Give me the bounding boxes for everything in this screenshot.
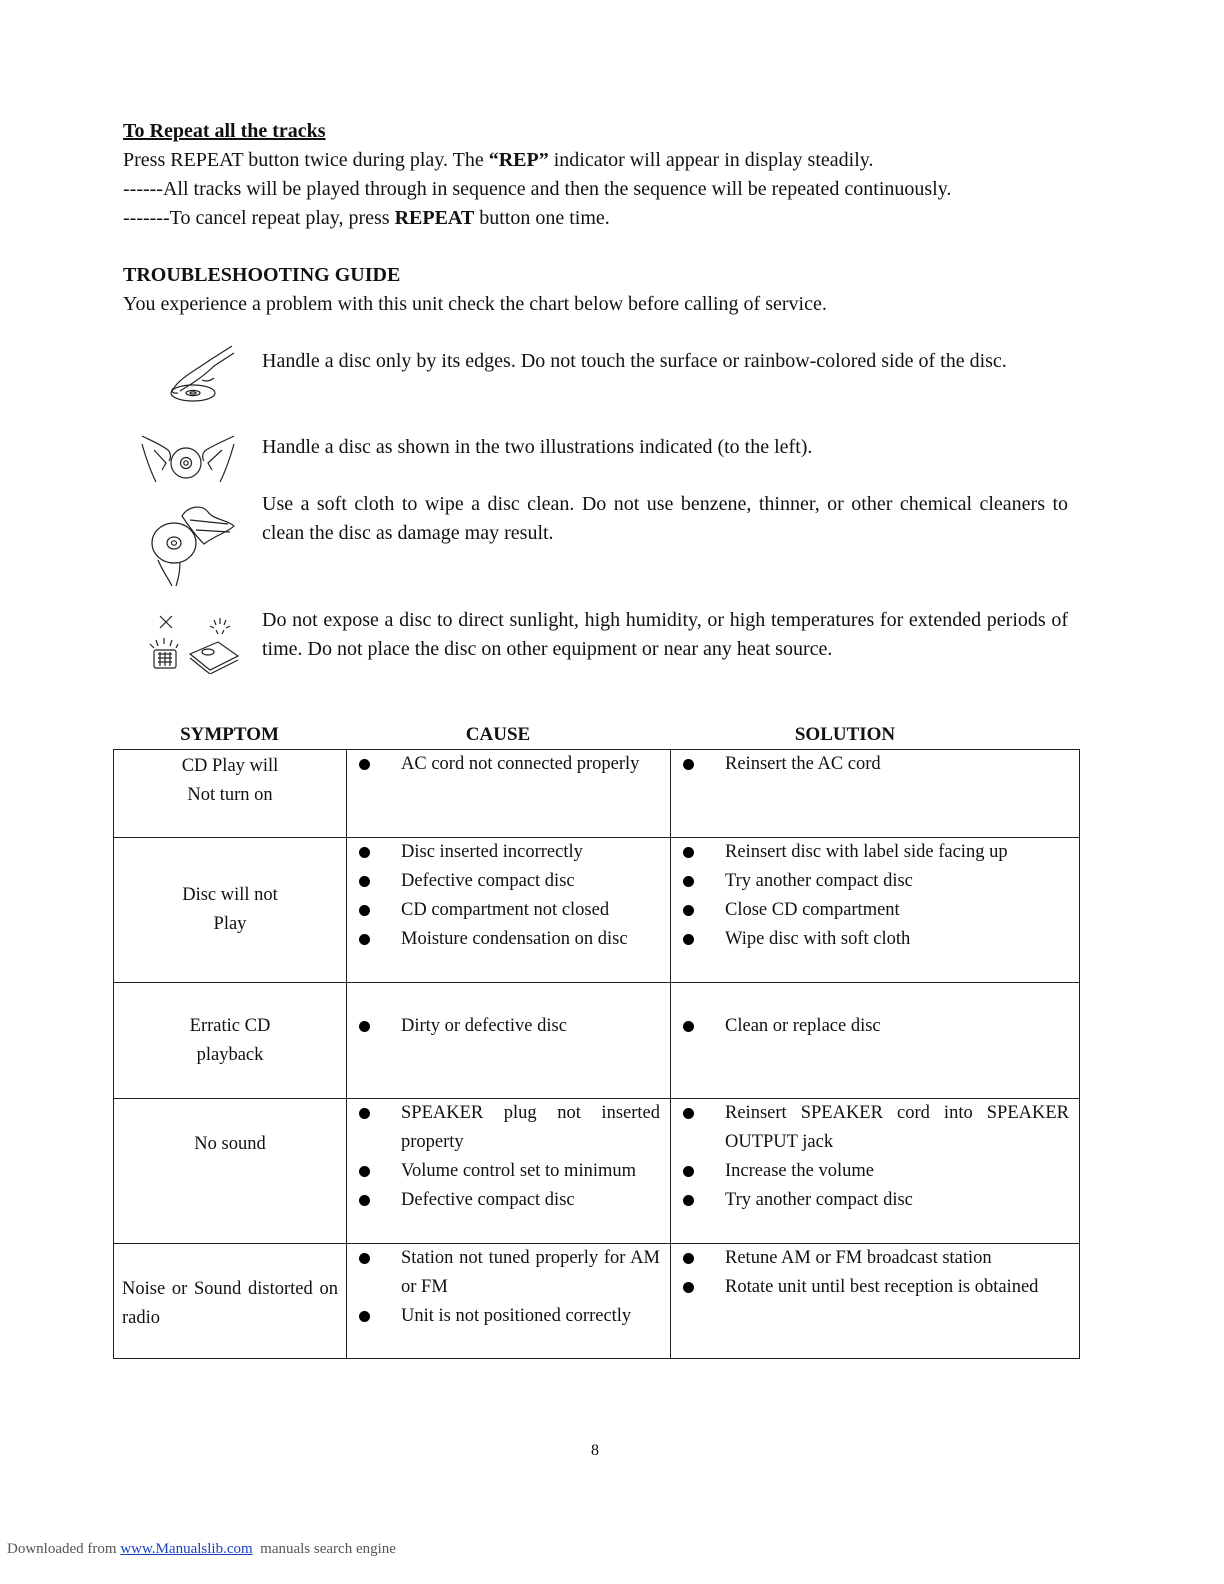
symptom-line: CD Play will (181, 756, 279, 776)
cause-item: Unit is not positioned correctly (347, 1302, 670, 1331)
symptom-cell (114, 838, 347, 983)
cause-item: AC cord not connected properly (347, 750, 670, 779)
cause-item: SPEAKER plug not inserted property (347, 1099, 670, 1157)
solution-cell (671, 983, 1080, 1099)
symptom-cell (114, 1244, 347, 1359)
cause-cell (347, 1244, 671, 1359)
cause-cell (347, 983, 671, 1099)
column-header-symptom: SYMPTOM (180, 724, 279, 745)
solution-cell (671, 838, 1080, 983)
page-number: 8 (591, 1442, 599, 1459)
solution-item: Try another compact disc (671, 1186, 1079, 1215)
symptom-cell (114, 1099, 347, 1244)
solution-item: Reinsert the AC cord (671, 750, 1079, 779)
tip-text-1: Handle a disc only by its edges. Do not touch the surface or rainbow-colored side of the disc. (262, 350, 1007, 372)
repeat-heading: To Repeat all the tracks (123, 120, 326, 142)
table-row (114, 750, 1080, 838)
solution-cell (671, 750, 1080, 838)
troubleshooting-heading: TROUBLESHOOTING GUIDE (123, 264, 401, 286)
solution-item: Reinsert SPEAKER cord into SPEAKER OUTPUT jack (671, 1099, 1079, 1157)
column-header-solution: SOLUTION (794, 724, 896, 745)
cause-cell (347, 750, 671, 838)
cause-item: Dirty or defective disc (347, 1012, 670, 1041)
cause-item: Station not tuned properly for AM or FM (347, 1244, 670, 1302)
table-row (114, 1244, 1080, 1359)
cloth-wiping-disc-icon (144, 498, 238, 593)
footer-suffix: manuals search engine (252, 1541, 396, 1557)
cause-cell (347, 1099, 671, 1244)
cause-item: Defective compact disc (347, 867, 670, 896)
symptom-line: playback (196, 1044, 264, 1065)
cause-item: Disc inserted incorrectly (347, 838, 670, 867)
cause-item: CD compartment not closed (347, 896, 670, 925)
solution-cell (671, 1099, 1080, 1244)
hands-holding-disc-icon (140, 430, 236, 491)
cause-cell (347, 838, 671, 983)
tip-text-2: Handle a disc as shown in the two illustrations indicated (to the left). (262, 436, 813, 458)
symptom-line: Noise or Sound distorted on radio (122, 1279, 338, 1328)
symptom-cell (114, 983, 347, 1099)
symptom-line: No sound (194, 1134, 266, 1154)
solution-item: Close CD compartment (671, 896, 1079, 925)
tip-text-3: Use a soft cloth to wipe a disc clean. Do not use benzene, thinner, or other chemical cleaners to clean the disc as damage may result. (262, 493, 1068, 544)
table-row (114, 983, 1080, 1099)
tip-text-4: Do not expose a disc to direct sunlight, high humidity, or high temperatures for extended periods of time. Do not place the disc on other equipment or near any heat source. (262, 609, 1068, 660)
table-row (114, 1099, 1080, 1244)
solution-item: Clean or replace disc (671, 1012, 1079, 1041)
symptom-line: Play (213, 914, 247, 934)
table-row (114, 838, 1080, 983)
solution-item: Reinsert disc with label side facing up (671, 838, 1079, 867)
cause-item: Defective compact disc (347, 1186, 670, 1215)
column-header-cause: CAUSE (465, 724, 531, 745)
solution-item: Try another compact disc (671, 867, 1079, 896)
solution-item: Rotate unit until best reception is obtained (671, 1273, 1079, 1302)
cause-item: Volume control set to minimum (347, 1157, 670, 1186)
symptom-line: Erratic CD (189, 1015, 271, 1036)
repeat-line-2: ------All tracks will be played through in sequence and then the sequence will be repeated continuously. (123, 178, 952, 200)
repeat-line-1: Press REPEAT button twice during play. The “REP” indicator will appear in display steadily. (123, 149, 874, 171)
solution-item: Wipe disc with soft cloth (671, 925, 1079, 954)
repeat-line-3: -------To cancel repeat play, press REPEAT button one time. (123, 207, 610, 229)
solution-item: Increase the volume (671, 1157, 1079, 1186)
troubleshooting-table (113, 749, 1080, 1359)
finger-holding-disc-icon (166, 344, 236, 409)
symptom-line: Not turn on (187, 785, 273, 805)
manualslib-link[interactable]: www.Manualslib.com (120, 1541, 253, 1557)
download-footer (7, 1541, 396, 1558)
symptom-cell (114, 750, 347, 838)
solution-cell (671, 1244, 1080, 1359)
symptom-line: Disc will not (182, 885, 278, 905)
footer-prefix: Downloaded from (7, 1541, 121, 1557)
solution-item: Retune AM or FM broadcast station (671, 1244, 1079, 1273)
sun-heat-warning-icon (146, 612, 242, 679)
cause-item: Moisture condensation on disc (347, 925, 670, 954)
troubleshooting-intro: You experience a problem with this unit check the chart below before calling of service. (123, 293, 827, 315)
